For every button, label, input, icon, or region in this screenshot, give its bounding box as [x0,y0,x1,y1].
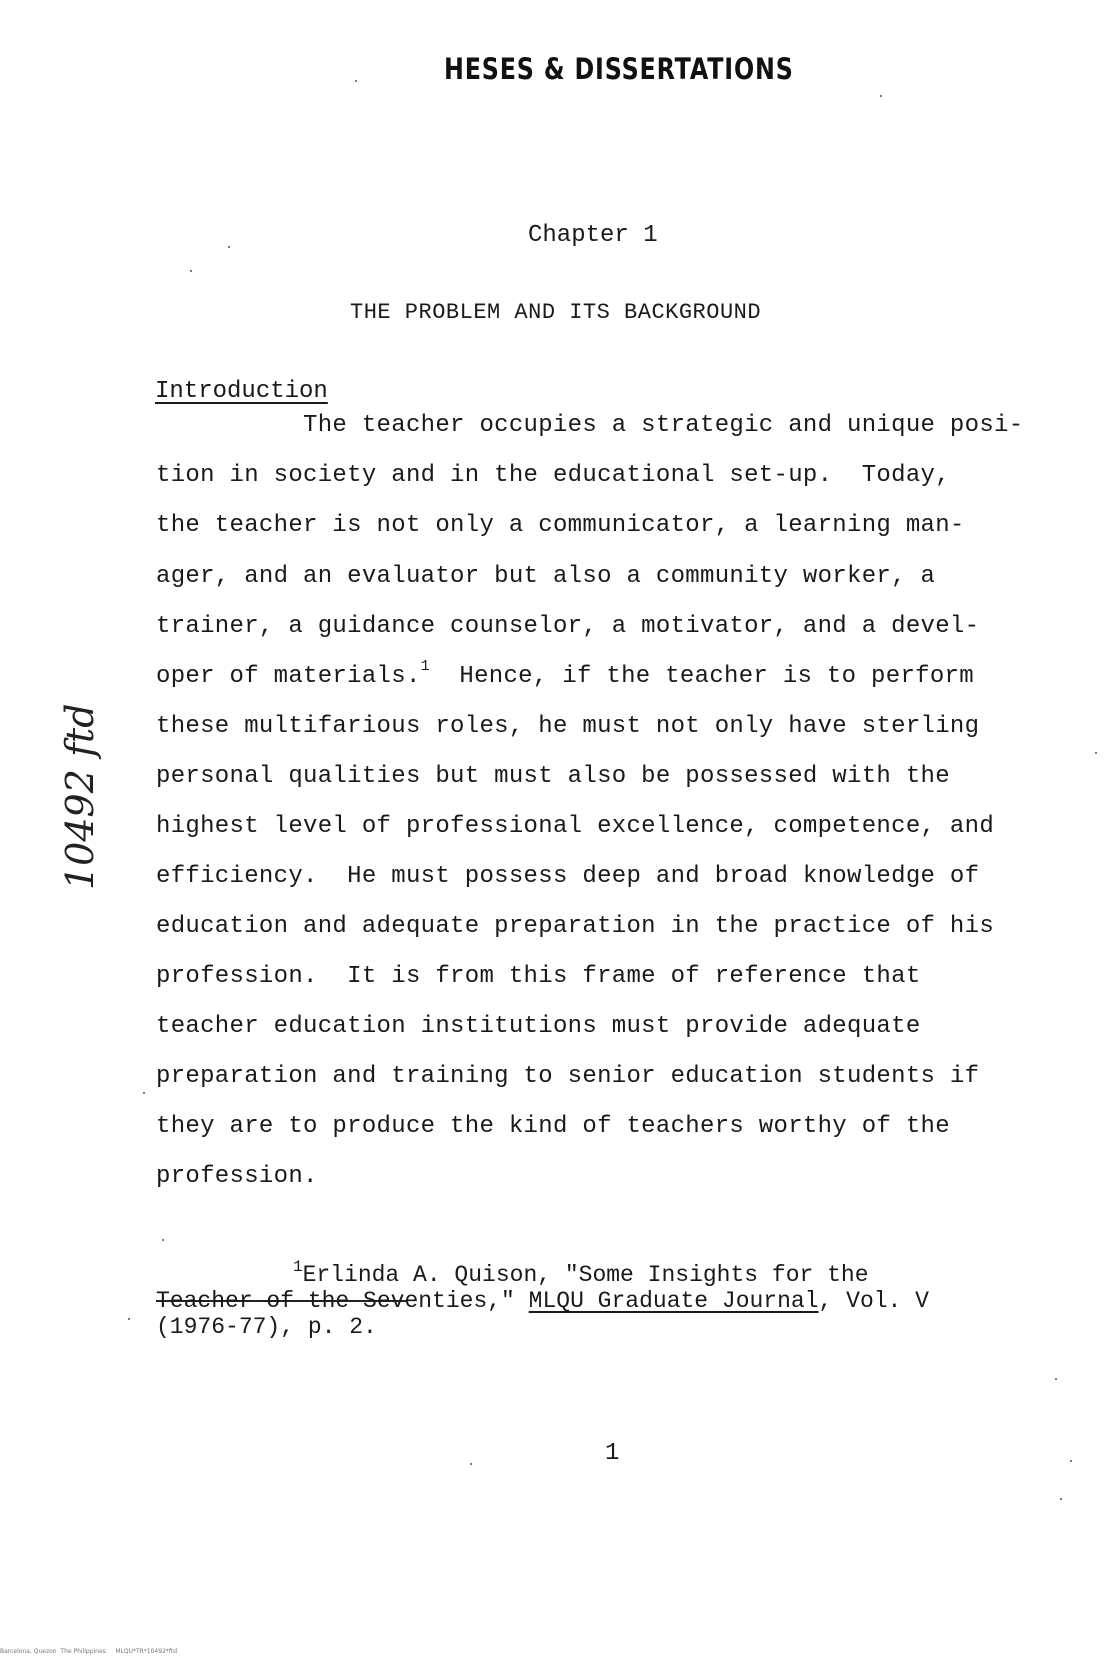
scan-speck [1060,1498,1062,1500]
paragraph-line: these multifarious roles, he must not only have sterling [156,713,980,740]
paragraph-line: they are to produce the kind of teachers worthy of the [156,1113,950,1140]
paragraph-line: profession. It is from this frame of reference that [156,963,921,990]
scan-speck [128,1318,130,1320]
scan-speck [470,1463,472,1465]
paragraph-line: education and adequate preparation in the practice of his [156,913,995,940]
scan-speck [880,95,882,97]
paragraph-line: highest level of professional excellence, competence, and [156,813,995,840]
paragraph-line-start: oper of materials. [156,663,421,690]
scan-speck [1070,1460,1072,1462]
footnote-line [156,1288,929,1314]
paragraph-line: efficiency. He must possess deep and broad knowledge of [156,863,980,890]
scan-speck [228,246,230,248]
chapter-title: THE PROBLEM AND ITS BACKGROUND [350,300,762,325]
paragraph-line: preparation and training to senior education students if [156,1063,980,1090]
scan-speck [143,1092,145,1094]
chapter-number: Chapter 1 [528,222,658,249]
paragraph-line: The teacher occupies a strategic and unique posi- [156,412,1024,439]
footnote-line [293,1258,869,1288]
footnote-line-start: Teacher of the Seventies," [156,1288,529,1314]
paragraph-line-rest: Hence, if the teacher is to perform [429,663,974,690]
paragraph-line: ager, and an evaluator but also a community worker, a [156,563,936,590]
scan-speck [1095,752,1097,754]
footnote-marker: 1 [293,1258,303,1276]
paragraph-line: trainer, a guidance counselor, a motivator, and a devel- [156,613,980,640]
paragraph-line: personal qualities but must also be possessed with the [156,763,950,790]
paragraph-line: teacher education institutions must provide adequate [156,1013,921,1040]
section-heading: Introduction [155,378,328,405]
scan-footer: Barcelona, Quezon The Philippines MLQU*TR*10492*ftd [0,1648,178,1655]
archive-stamp: HESES & DISSERTATIONS [444,52,794,86]
footnote-line-end: , Vol. V [818,1288,929,1314]
page-number: 1 [605,1440,620,1467]
paragraph-line-with-footnote [156,658,974,690]
paragraph-line: tion in society and in the educational set-up. Today, [156,462,950,489]
scan-speck [355,80,357,82]
footnote-line-text: Erlinda A. Quison, "Some Insights for the [302,1262,869,1288]
paragraph-line: profession. [156,1163,318,1190]
footnote-line: (1976-77), p. 2. [156,1314,377,1340]
footnote-reference: 1 [420,658,430,675]
handwritten-call-number: 10492 ftd [58,703,102,890]
scan-speck [1055,1378,1057,1380]
journal-title: MLQU Graduate Journal [528,1288,819,1314]
scan-speck [162,1239,164,1241]
scan-speck [190,270,192,272]
paragraph-line: the teacher is not only a communicator, a learning man- [156,512,965,539]
